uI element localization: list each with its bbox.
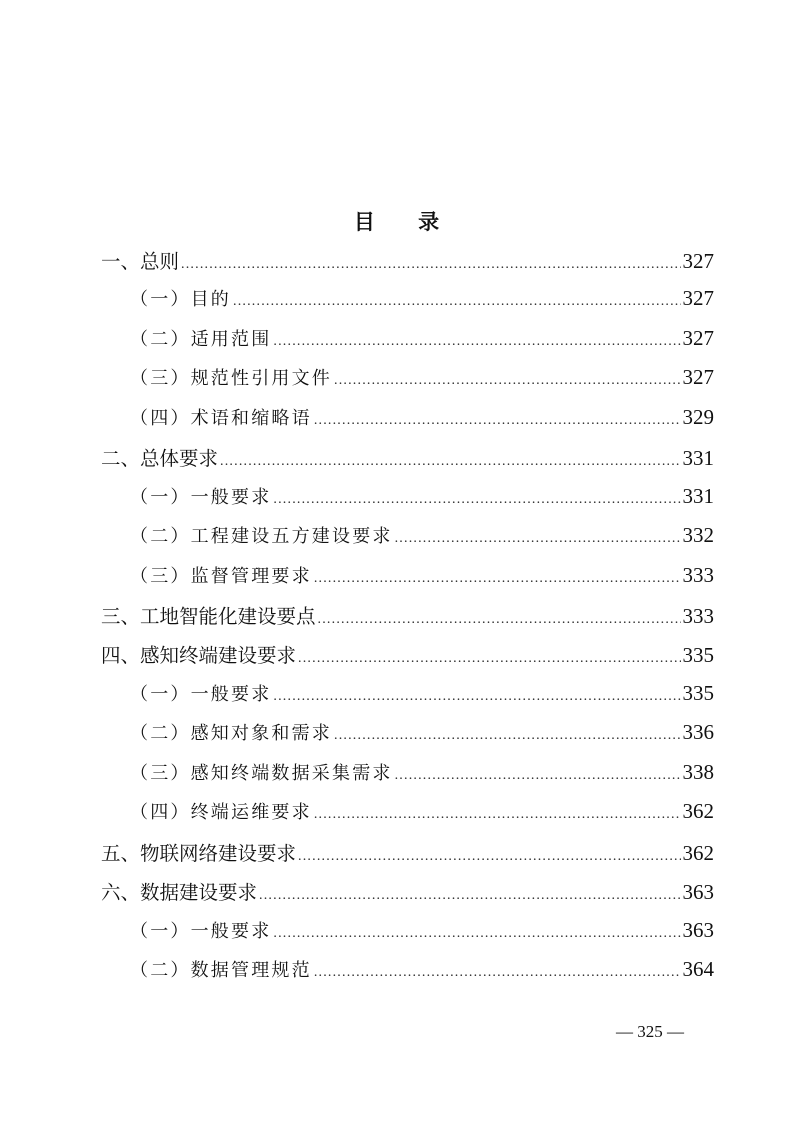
leader-dots	[273, 689, 680, 705]
leader-dots	[273, 334, 680, 350]
leader-dots	[220, 454, 680, 470]
toc-entry-label: （四）术语和缩略语	[130, 408, 312, 429]
toc-entry-label: （三）监督管理要求	[130, 566, 312, 587]
toc-entry[interactable]	[101, 838, 714, 868]
leader-dots	[259, 888, 680, 904]
toc-entry-page: 364	[682, 957, 714, 981]
toc-entry-page: 335	[682, 681, 714, 705]
leader-dots	[314, 413, 681, 429]
toc-entry-label: （三）规范性引用文件	[130, 368, 332, 389]
toc-entry-page: 327	[682, 286, 714, 310]
leader-dots	[395, 768, 681, 784]
toc-entry[interactable]	[130, 325, 714, 355]
toc-entry-label: 三、工地智能化建设要点	[101, 605, 316, 628]
toc-entry-label: 一、总则	[101, 250, 180, 273]
toc-entry[interactable]	[130, 522, 714, 552]
toc-entry-label: （一）一般要求	[130, 684, 272, 705]
toc-entry[interactable]	[130, 483, 714, 513]
toc-entry-label: （二）数据管理规范	[130, 960, 312, 981]
toc-entry[interactable]	[101, 601, 714, 631]
toc-entry-page: 331	[682, 446, 714, 470]
toc-entry-page: 333	[682, 604, 714, 628]
toc-entry-page: 335	[682, 643, 714, 667]
leader-dots	[273, 926, 680, 942]
toc-entry-label: （一）目的	[130, 289, 231, 310]
leader-dots	[318, 612, 681, 628]
toc-entry-page: 362	[682, 841, 714, 865]
toc-entry-page: 327	[682, 249, 714, 273]
toc-entry[interactable]	[130, 917, 714, 947]
toc-entry-page: 336	[682, 720, 714, 744]
toc-entry[interactable]	[130, 798, 714, 828]
toc-entry-label: （二）感知对象和需求	[130, 723, 332, 744]
toc-entry[interactable]	[130, 759, 714, 789]
leader-dots	[314, 965, 681, 981]
toc-entry-label: （一）一般要求	[130, 921, 272, 942]
toc-entry-page: 363	[682, 880, 714, 904]
toc-entry[interactable]	[130, 562, 714, 592]
toc-entry[interactable]	[101, 246, 714, 276]
toc-entry[interactable]	[101, 443, 714, 473]
toc-entry[interactable]	[130, 404, 714, 434]
page-number: — 325 —	[616, 1022, 684, 1041]
toc-entry[interactable]	[130, 956, 714, 986]
toc-entry-label: 五、物联网络建设要求	[101, 842, 297, 865]
leader-dots	[298, 651, 680, 667]
toc-entry-label: 六、数据建设要求	[101, 881, 258, 904]
leader-dots	[273, 492, 680, 508]
toc-entry-label: （四）终端运维要求	[130, 802, 312, 823]
toc-entry-label: （二）工程建设五方建设要求	[130, 526, 393, 547]
toc-entry-page: 327	[682, 365, 714, 389]
toc-entry[interactable]	[130, 285, 714, 315]
toc-entry-page: 332	[682, 523, 714, 547]
toc-entry-label: （三）感知终端数据采集需求	[130, 763, 393, 784]
toc-entry-page: 331	[682, 484, 714, 508]
toc-entry-page: 333	[682, 563, 714, 587]
leader-dots	[233, 294, 681, 310]
toc-entry-page: 338	[682, 760, 714, 784]
leader-dots	[395, 531, 681, 547]
toc-entry[interactable]	[101, 877, 714, 907]
leader-dots	[314, 571, 681, 587]
leader-dots	[298, 849, 680, 865]
toc-entry-page: 362	[682, 799, 714, 823]
toc-entry-label: （一）一般要求	[130, 487, 272, 508]
toc-entry[interactable]	[130, 719, 714, 749]
toc-entry[interactable]	[130, 680, 714, 710]
toc-entry[interactable]	[101, 640, 714, 670]
toc-entry-page: 363	[682, 918, 714, 942]
toc-entry[interactable]	[130, 364, 714, 394]
toc-entry-label: 四、感知终端建设要求	[101, 644, 297, 667]
toc-entry-label: （二）适用范围	[130, 329, 272, 350]
leader-dots	[181, 257, 680, 273]
page-title: 目 录	[353, 210, 458, 234]
leader-dots	[334, 373, 681, 389]
toc-entry-label: 二、总体要求	[101, 447, 219, 470]
leader-dots	[314, 807, 681, 823]
toc-entry-page: 329	[682, 405, 714, 429]
leader-dots	[334, 728, 681, 744]
toc-entry-page: 327	[682, 326, 714, 350]
